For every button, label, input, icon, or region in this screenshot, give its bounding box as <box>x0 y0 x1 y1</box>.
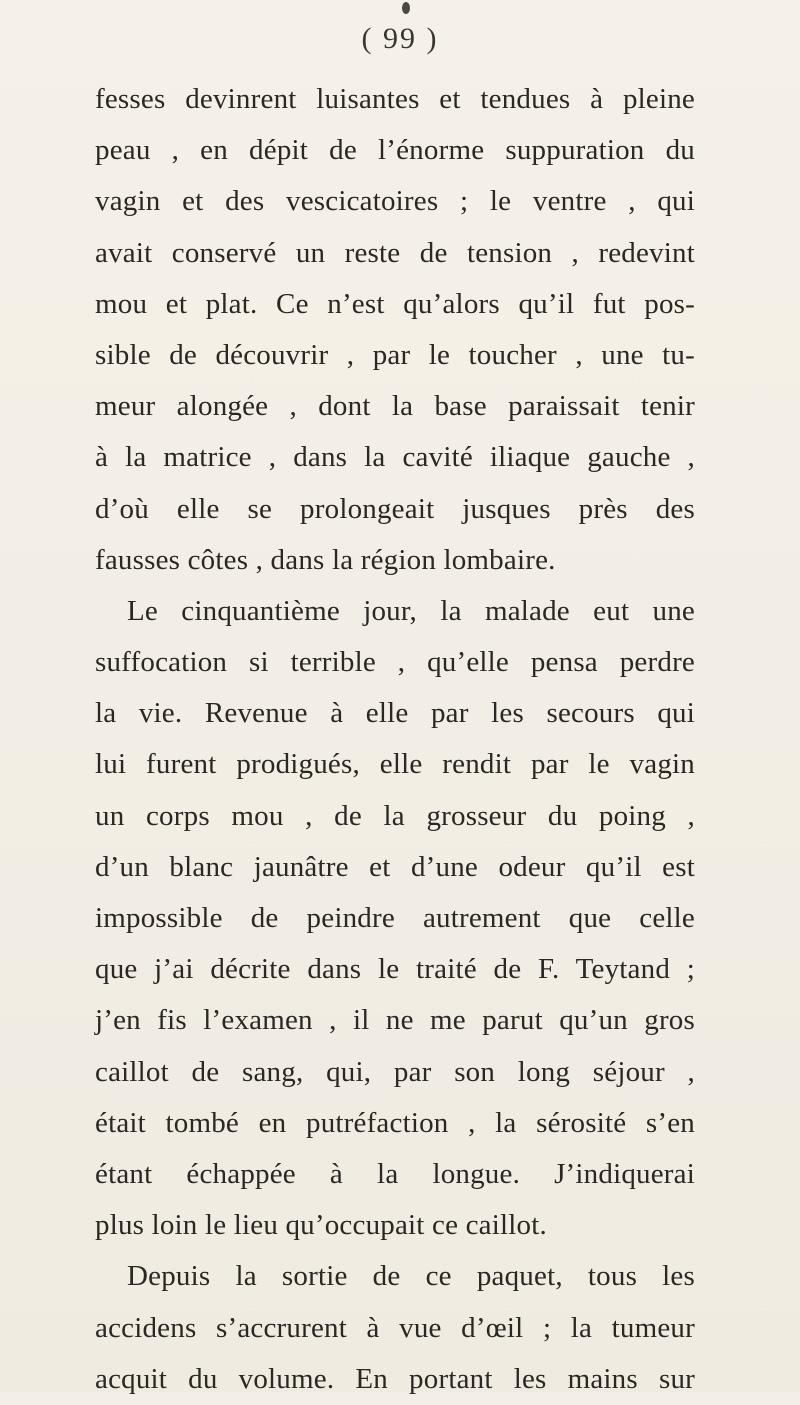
text-line: étant échappée à la longue. J’indiquerai <box>95 1157 695 1190</box>
text-line: plus loin le lieu qu’occupait ce caillot. <box>95 1209 547 1242</box>
text-line: la vie. Revenue à elle par les secours qui <box>95 697 695 730</box>
text-line: accidens s’accrurent à vue d’œil ; la tumeur <box>95 1311 695 1344</box>
ink-dot-mark <box>402 2 410 14</box>
text-line: d’un blanc jaunâtre et d’une odeur qu’il est <box>95 850 695 883</box>
text-line: vagin et des vescicatoires ; le ventre , qui <box>95 185 695 218</box>
text-line: était tombé en putréfaction , la sérosité s’en <box>95 1106 695 1139</box>
text-line: lui furent prodigués, elle rendit par le vagin <box>95 748 695 781</box>
body-text <box>95 74 695 1405</box>
text-line: mou et plat. Ce n’est qu’alors qu’il fut pos- <box>95 287 695 320</box>
text-line: Depuis la sortie de ce paquet, tous les <box>127 1260 695 1293</box>
text-line: à la matrice , dans la cavité iliaque gauche , <box>95 441 695 474</box>
text-line: suffocation si terrible , qu’elle pensa perdre <box>95 646 695 679</box>
page-number: ( 99 ) <box>361 22 439 55</box>
text-line: impossible de peindre autrement que celle <box>95 902 695 934</box>
text-line: sible de découvrir , par le toucher , une tu- <box>95 338 695 371</box>
text-line: peau , en dépit de l’énorme suppuration du <box>95 134 695 167</box>
text-line: d’où elle se prolongeait jusques près des <box>95 492 695 525</box>
text-line: fesses devinrent luisantes et tendues à pleine <box>95 83 695 115</box>
text-line: meur alongée , dont la base paraissait tenir <box>95 390 695 423</box>
text-line: fausses côtes , dans la région lombaire. <box>95 543 556 576</box>
text-line: que j’ai décrite dans le traité de F. Teytand ; <box>95 953 695 986</box>
text-line: Le cinquantième jour, la malade eut une <box>127 594 695 627</box>
text-line: caillot de sang, qui, par son long séjour , <box>95 1055 695 1088</box>
text-line: avait conservé un reste de tension , redevint <box>95 236 695 269</box>
text-line: j’en fis l’examen , il ne me parut qu’un gros <box>95 1004 695 1037</box>
text-line: acquit du volume. En portant les mains sur <box>95 1362 695 1395</box>
text-line: un corps mou , de la grosseur du poing , <box>95 799 695 832</box>
